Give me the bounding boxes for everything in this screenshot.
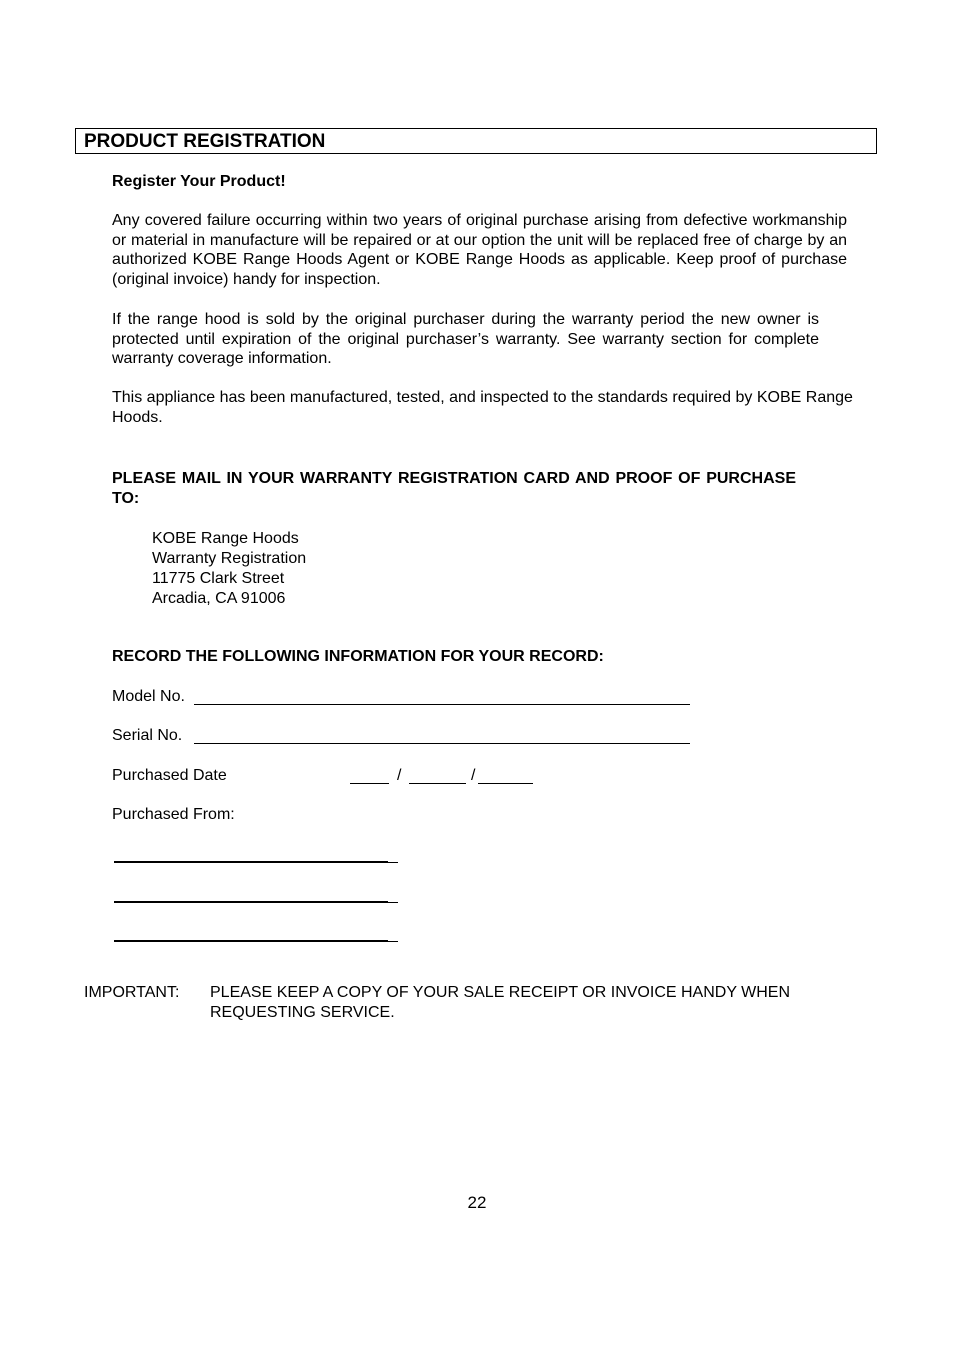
address-line-4: Arcadia, CA 91006 — [152, 590, 286, 607]
address-line-1: KOBE Range Hoods — [152, 530, 299, 547]
serial-blank-line[interactable] — [194, 743, 690, 744]
serial-label: Serial No. — [112, 727, 183, 744]
purchased-from-line-3[interactable] — [114, 940, 388, 942]
mailing-address — [152, 529, 306, 609]
model-label: Model No. — [112, 688, 185, 705]
date-separator-1: / — [397, 767, 402, 784]
date-separator-2: / — [471, 767, 476, 784]
purchased-from-line-1-tail — [388, 862, 398, 863]
paragraph-standards: This appliance has been manufactured, tested, and inspected to the standards required by KOBE Range Hoods. — [112, 389, 853, 426]
date-month-blank[interactable] — [350, 783, 389, 784]
date-year-blank[interactable] — [478, 783, 533, 784]
purchased-from-label: Purchased From: — [112, 806, 235, 823]
purchased-from-line-2-tail — [388, 902, 398, 903]
paragraph-warranty-coverage: Any covered failure occurring within two years of original purchase arising from defective workmanship or material in manufacture will be repaired or at our option the unit will be replaced free of charge by an authorized KOBE Range Hoods Agent or KOBE Range Hoods as applicable. Keep proof of purchase (original invoice) handy for inspection. — [112, 212, 847, 288]
purchased-from-line-3-tail — [388, 941, 398, 942]
address-line-3: 11775 Clark Street — [152, 570, 285, 587]
model-blank-line[interactable] — [194, 704, 690, 705]
page-number: 22 — [467, 1193, 487, 1212]
record-heading: RECORD THE FOLLOWING INFORMATION FOR YOUR RECORD: — [112, 648, 604, 665]
section-title: PRODUCT REGISTRATION — [84, 131, 326, 152]
purchased-from-line-1[interactable] — [114, 861, 388, 863]
important-text: PLEASE KEEP A COPY OF YOUR SALE RECEIPT OR INVOICE HANDY WHEN REQUESTING SERVICE. — [210, 984, 791, 1021]
purchased-date-label: Purchased Date — [112, 767, 227, 784]
paragraph-transfer: If the range hood is sold by the original purchaser during the warranty period the new owner is protected until expiration of the original purchaser’s warranty. See warranty section for complete warranty coverage information. — [112, 311, 819, 368]
mail-heading: PLEASE MAIL IN YOUR WARRANTY REGISTRATION CARD AND PROOF OF PURCHASE TO: — [112, 470, 796, 507]
date-day-blank[interactable] — [409, 783, 466, 784]
purchased-from-line-2[interactable] — [114, 901, 388, 903]
section-title-box — [75, 128, 877, 154]
important-label: IMPORTANT: — [84, 984, 180, 1001]
address-line-2: Warranty Registration — [152, 550, 307, 567]
register-heading: Register Your Product! — [112, 173, 286, 190]
